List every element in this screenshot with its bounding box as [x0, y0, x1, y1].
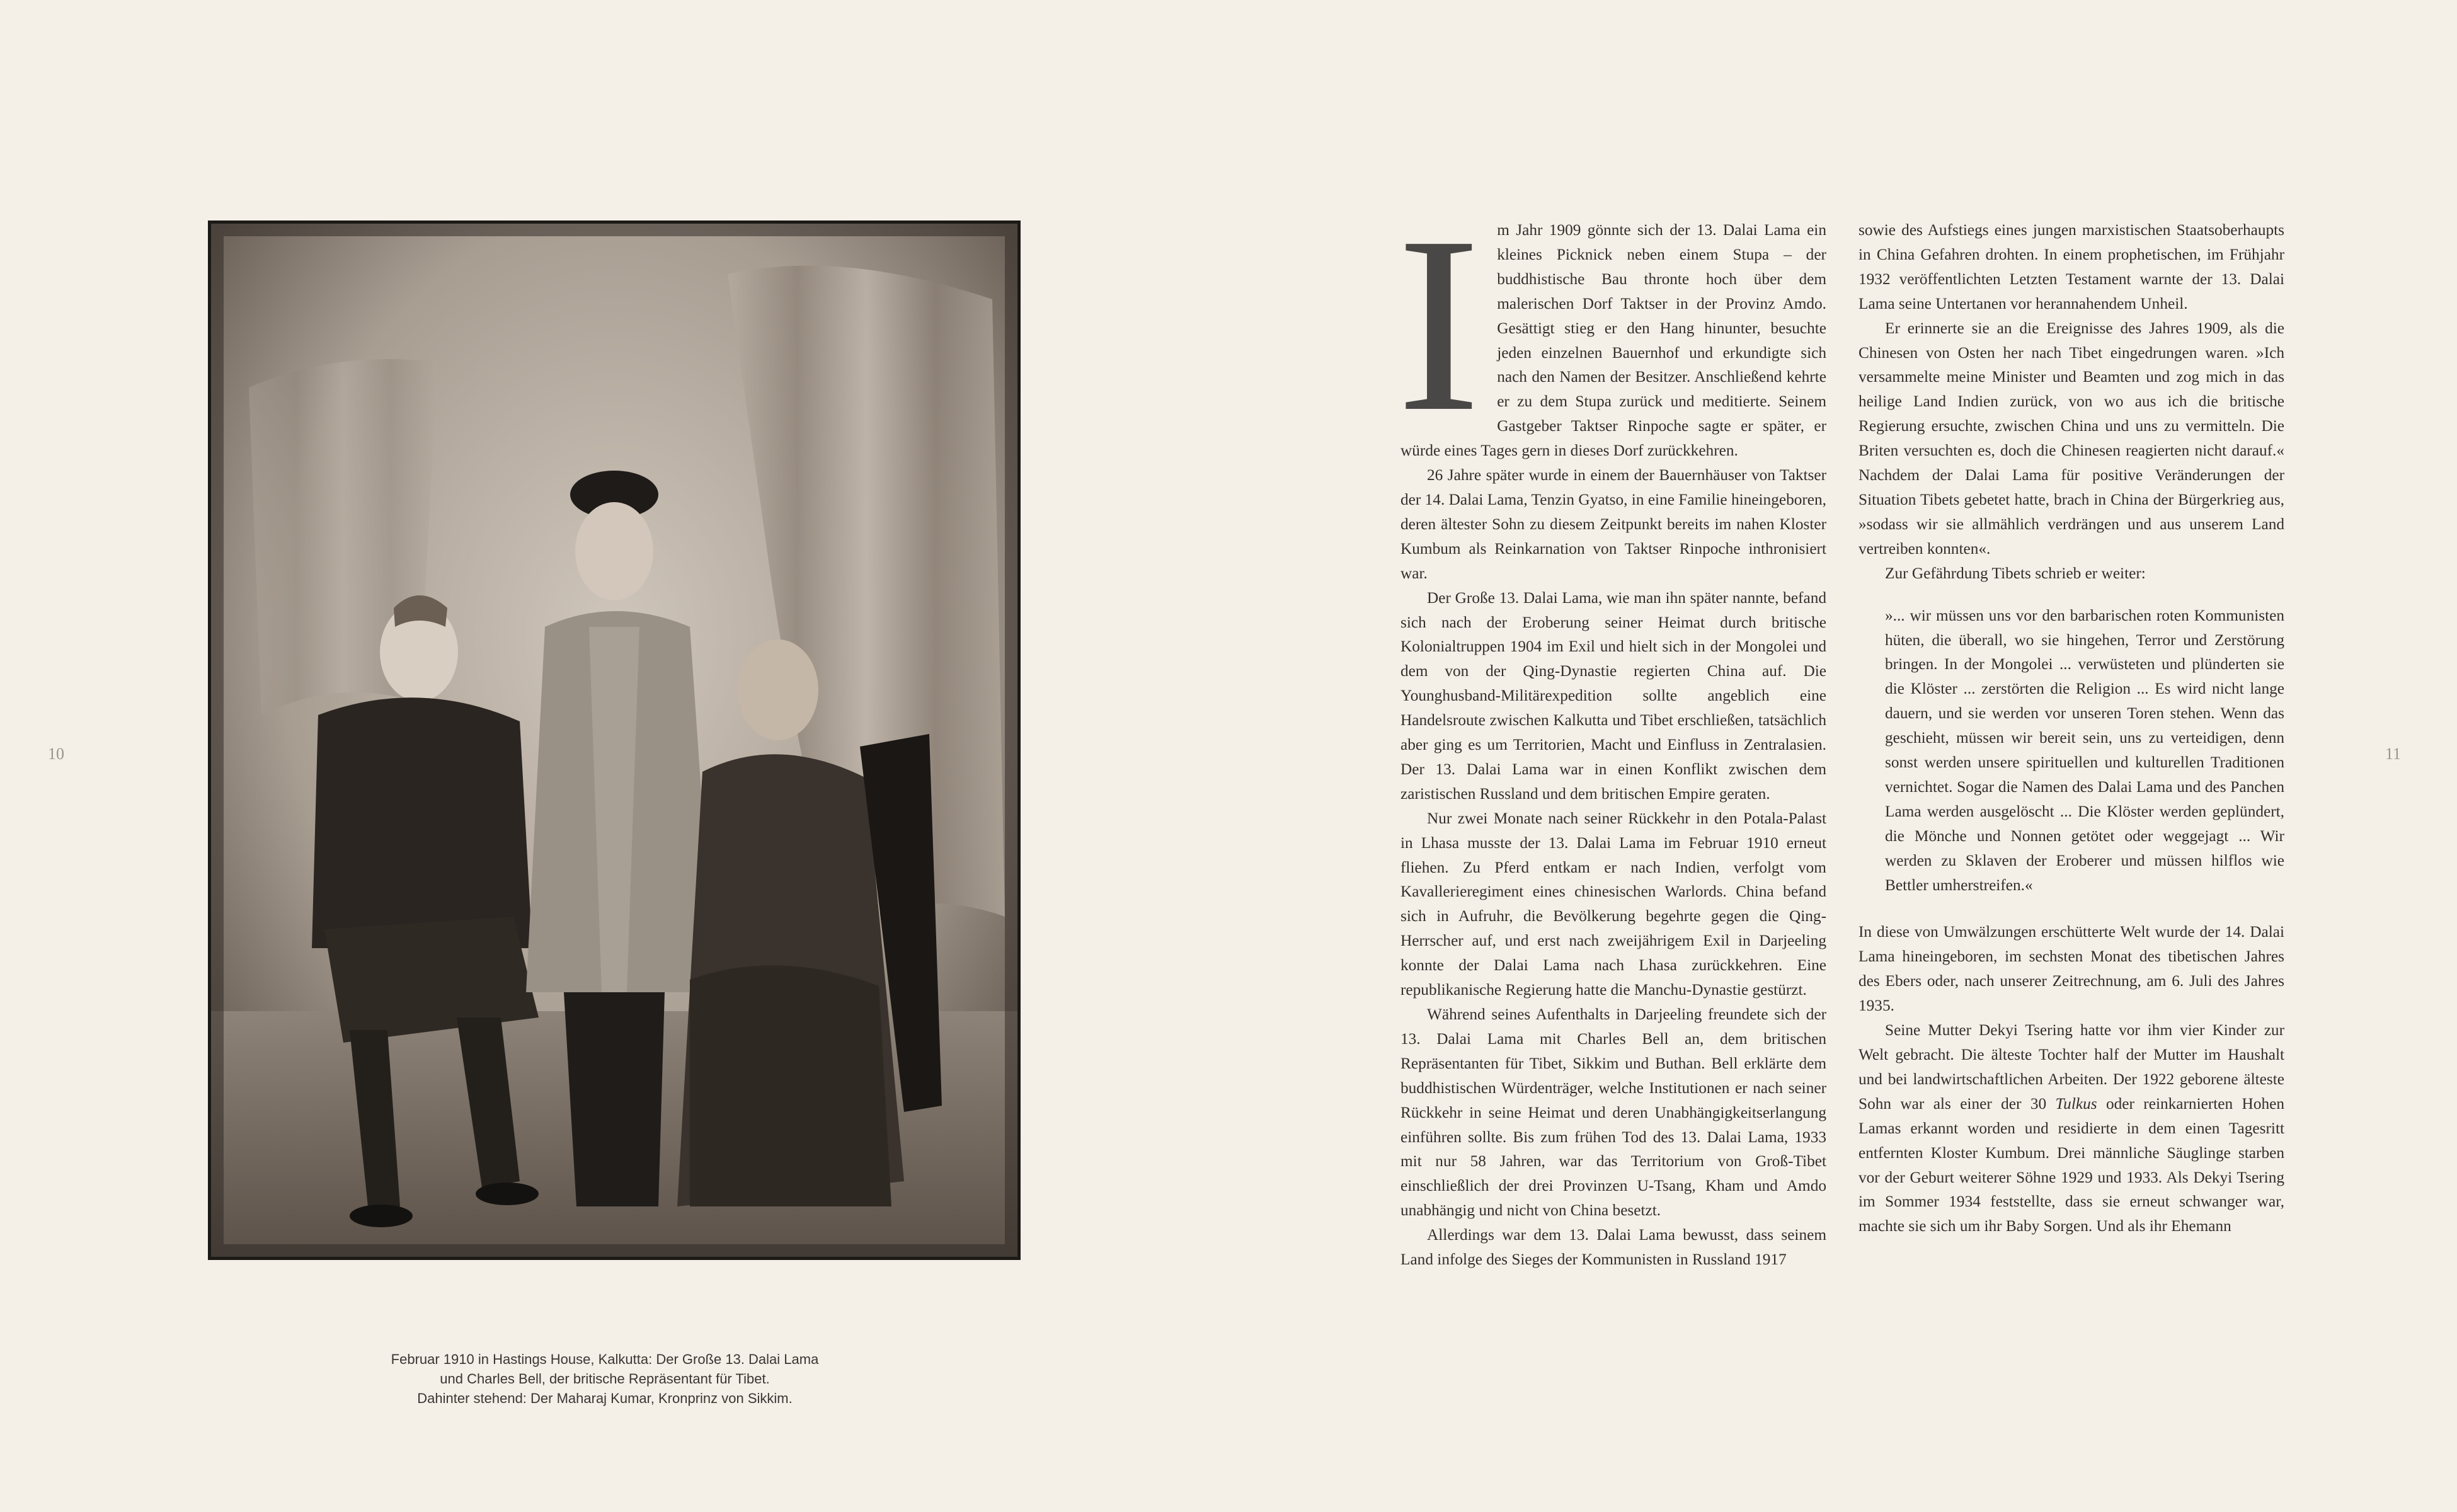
article-paragraph: 26 Jahre später wurde in einem der Bauernhäuser von Taktser der 14. Dalai Lama, Tenzin Gyatso, in eine Familie hineingeboren, deren ältester Sohn zu diesem Zeitpunkt bereits im nahen Kloster Kumbum als Reinkarnation von Taktser Rinpoche inthronisiert war. — [1400, 466, 1826, 582]
article-paragraph: Der Große 13. Dalai Lama, wie man ihn später nannte, befand sich nach der Eroberung seiner Heimat durch britische Kolonialtruppen 1904 im Exil und hielt sich in der Mongolei und dem von der Qing-Dynastie regierten China auf. Die Younghusband-Militärexpedition sollte angeblich eine Handelsroute zwischen Kalkutta und Tibet erschließen, tatsächlich aber ging es um Territorien, Macht und Einfluss in Zentralasien. Der 13. Dalai Lama war in einen Konflikt zwischen dem zaristischen Russland und dem britischen Empire geraten. — [1400, 588, 1826, 803]
drop-cap: I — [1397, 185, 1481, 464]
article-paragraph: Nur zwei Monate nach seiner Rückkehr in den Potala-Palast in Lhasa musste der 13. Dalai Lama im Februar 1910 erneut fliehen. Zu Pferd entkam er nach Indien, verfolgt vom Kavallerieregiment eines chinesischen Warlords. China befand sich in Aufruhr, die Bevölkerung begehrte gegen die Qing-Herrscher auf, und erst nach zweijährigem Exil in Darjeeling konnte der Dalai Lama nach Lhasa zurückkehren. Eine republikanische Regierung hatte die Manchu-Dynastie gestürzt. — [1400, 809, 1826, 999]
page-number-left: 10 — [48, 745, 64, 763]
article-paragraph: Er erinnerte sie an die Ereignisse des Jahres 1909, als die Chinesen von Osten her nach Tibet eingedrungen waren. »Ich versammelte meine Minister und Beamten und zog mich in das heilige Land Indien zurück, von wo aus ich die britische Regierung ersuchte, zwischen China und uns zu vermitteln. Die Briten versuchten es, doch die Chinesen reagierten nicht darauf.« Nachdem der Dalai Lama für positive Veränderungen der Situation Tibets gebetet hatte, brach in China der Bürgerkrieg aus, »sodass wir sie allmählich verdrängen und aus unserem Land vertreiben konnten«. — [1858, 319, 2284, 558]
article-paragraph: Zur Gefährdung Tibets schrieb er weiter: — [1885, 564, 2146, 582]
article-paragraph: In diese von Umwälzungen erschütterte Welt wurde der 14. Dalai Lama hineingeboren, im sechsten Monat des tibetischen Jahres des Ebers oder, nach unserer Zeitrechnung, am 6. Juli des Jahres 1935. — [1858, 923, 2284, 1015]
article-paragraph — [1858, 1018, 2284, 1239]
caption-line-2: und Charles Bell, der britische Repräsentant für Tibet. — [440, 1371, 770, 1387]
article-paragraph — [1397, 185, 1826, 464]
photo-caption — [353, 1349, 857, 1408]
page-number-right: 11 — [2385, 745, 2402, 763]
caption-line-3: Dahinter stehend: Der Maharaj Kumar, Kronprinz von Sikkim. — [417, 1390, 793, 1406]
article-paragraph: Allerdings war dem 13. Dalai Lama bewusst, dass seinem Land infolge des Sieges der Kommunisten in Russland 1917 — [1400, 1226, 1826, 1269]
paragraph-text: oder reinkarnierten Hohen Lamas erkannt worden und residierte in dem einen Tagesritt entfernten Kloster Kumbum. Drei männliche Säuglinge starben vor der Geburt weiterer Söhne 1929 und 1933. Als Dekyi Tsering im Sommer 1934 feststellte, dass sie erneut schwanger war, machte sie sich um ihr Baby Sorgen. Und als ihr Ehemann — [1858, 1094, 2284, 1235]
article-paragraph: Während seines Aufenthalts in Darjeeling freundete sich der 13. Dalai Lama mit Charles Bell an, dem britischen Repräsentanten für Tibet, Sikkim und Buthan. Bell erklärte dem buddhistischen Würdenträger, welche Institutionen er nach seiner Rückkehr in seine Heimat und deren Unabhängigkeitserlangung einführen sollte. Bis zum frühen Tod des 13. Dalai Lama, 1933 mit nur 58 Jahren, war das Territorium von Groß-Tibet einschließlich der drei Provinzen U-Tsang, Kham und Amdo unabhängig und nicht von China besetzt. — [1400, 1005, 1826, 1220]
testament-quote: »... wir müssen uns vor den barbarischen roten Kommunisten hüten, die überall, wo sie hingehen, Terror und Zerstörung bringen. In der Mongolei ... verwüsteten und plünderten sie die Klöster ... zerstörten die Religion ... Es wird nicht lange dauern, und sie werden vor unseren Toren stehen. Wenn das geschieht, müssen wir bereit sein, uns zu verteidigen, denn sonst werden unsere spirituellen und kulturellen Traditionen vernichtet. Sogar die Namen des Dalai Lama und des Panchen Lama werden ausgelöscht ... Die Klöster werden geplündert, die Mönche und Nonnen getötet oder weggejagt ... Wir werden zu Sklaven der Eroberer und müssen hilflos wie Bettler umherstreifen.« — [1885, 606, 2284, 894]
article-paragraph: sowie des Aufstiegs eines jungen marxistischen Staatsoberhaupts in China Gefahren drohten. In einem prophetischen, im Frühjahr 1932 veröffentlichten Letzten Testament warnte der 13. Dalai Lama seine Untertanen vor herannahendem Unheil. — [1858, 221, 2284, 312]
historical-photo — [208, 220, 1021, 1260]
article-column-right — [1858, 218, 2284, 1239]
caption-line-1: Februar 1910 in Hastings House, Kalkutta: Der Große 13. Dalai Lama — [391, 1351, 819, 1367]
article-column-left — [1397, 185, 1826, 1272]
photo-illustration — [211, 224, 1017, 1257]
italic-term: Tulkus — [2055, 1094, 2097, 1113]
paragraph-text: m Jahr 1909 gönnte sich der 13. Dalai Lama ein kleines Picknick neben einem Stupa – der buddhistische Bau thronte hoch über dem malerischen Dorf Taktser in der Provinz Amdo. Gesättigt stieg er den Hang hinunter, besuchte jeden einzelnen Bauernhof und erkundigte sich nach den Namen der Besitzer. Anschließend kehrte er zu dem Stupa zurück und meditierte. Seinem Gastgeber Taktser Rinpoche sagte er später, er würde eines Tages gern in dieses Dorf zurückkehren. — [1400, 221, 1826, 460]
paragraph-text: Seine Mutter Dekyi Tsering hatte vor ihm vier Kinder zur Welt gebracht. Die älteste Tochter half der Mutter im Haushalt und bei landwirtschaftlichen Arbeiten. Der 1922 geborene älteste Sohn war als einer der 30 — [1858, 1021, 2284, 1113]
